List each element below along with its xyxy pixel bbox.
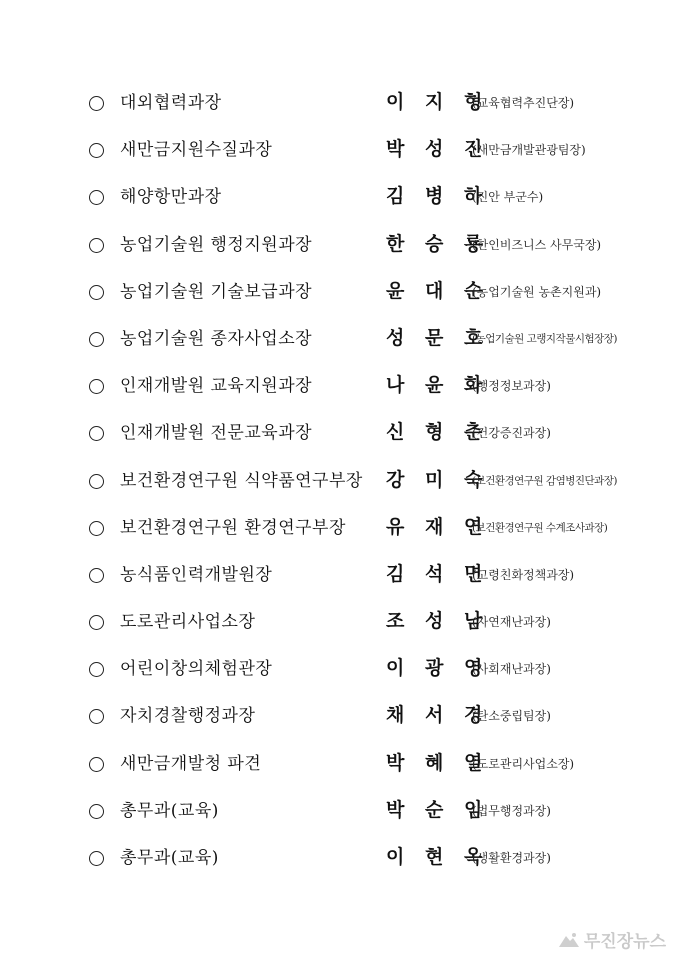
circle-bullet-icon bbox=[89, 96, 104, 111]
person-name: 유 재 연 bbox=[386, 515, 490, 538]
list-item bbox=[0, 696, 680, 743]
previous-position: (교육협력추진단장) bbox=[472, 96, 575, 110]
new-position: 보건환경연구원 환경연구부장 bbox=[120, 517, 346, 538]
circle-bullet-icon bbox=[89, 521, 104, 536]
list-item bbox=[0, 649, 680, 696]
circle-bullet-icon bbox=[89, 474, 104, 489]
person-name: 이 지 형 bbox=[386, 91, 490, 113]
new-position: 농업기술원 행정지원과장 bbox=[120, 234, 313, 255]
new-position: 총무과(교육) bbox=[120, 848, 219, 868]
previous-position: (건강증진과장) bbox=[472, 426, 551, 441]
list-item bbox=[0, 272, 680, 319]
previous-position: (보건환경연구원 수계조사과장) bbox=[472, 521, 608, 534]
circle-bullet-icon bbox=[89, 238, 104, 253]
list-item bbox=[0, 130, 680, 177]
mountain-logo-icon bbox=[558, 932, 580, 948]
list-item bbox=[0, 461, 680, 508]
person-name: 성 문 호 bbox=[386, 326, 490, 349]
watermark-text: 무진장뉴스 bbox=[583, 932, 666, 952]
previous-position: (새만금개발관광팀장) bbox=[472, 143, 586, 158]
new-position: 보건환경연구원 식약품연구부장 bbox=[120, 470, 363, 491]
new-position: 대외협력과장 bbox=[120, 93, 222, 113]
previous-position: (생활환경과장) bbox=[472, 851, 551, 865]
circle-bullet-icon bbox=[89, 143, 104, 158]
new-position: 해양항만과장 bbox=[120, 187, 222, 208]
circle-bullet-icon bbox=[89, 757, 104, 772]
person-name: 나 윤 화 bbox=[386, 374, 490, 397]
new-position: 농업기술원 종자사업소장 bbox=[120, 328, 313, 349]
person-name: 박 순 임 bbox=[386, 798, 490, 821]
new-position: 총무과(교육) bbox=[120, 800, 219, 821]
circle-bullet-icon bbox=[89, 709, 104, 724]
previous-position: (법무행정과장) bbox=[472, 803, 551, 818]
new-position: 인재개발원 전문교육과장 bbox=[120, 423, 313, 444]
circle-bullet-icon bbox=[89, 568, 104, 583]
list-item bbox=[0, 791, 680, 838]
list-item bbox=[0, 838, 680, 885]
list-item bbox=[0, 177, 680, 224]
previous-position: (진안 부군수) bbox=[472, 190, 544, 205]
person-name: 신 형 춘 bbox=[386, 421, 490, 444]
watermark bbox=[558, 927, 666, 952]
list-item bbox=[0, 319, 680, 366]
circle-bullet-icon bbox=[89, 615, 104, 630]
new-position: 어린이창의체험관장 bbox=[120, 659, 273, 680]
circle-bullet-icon bbox=[89, 851, 104, 866]
personnel-list bbox=[0, 83, 680, 885]
list-item bbox=[0, 83, 680, 130]
previous-position: (고령친화정책과장) bbox=[472, 567, 575, 582]
new-position: 새만금지원수질과장 bbox=[120, 140, 273, 161]
person-name: 채 서 경 bbox=[386, 704, 490, 727]
new-position: 새만금개발청 파견 bbox=[120, 753, 262, 774]
person-name: 박 혜 열 bbox=[386, 751, 490, 774]
circle-bullet-icon bbox=[89, 426, 104, 441]
new-position: 도로관리사업소장 bbox=[120, 612, 256, 633]
person-name: 강 미 숙 bbox=[386, 468, 490, 491]
previous-position: (행정정보과장) bbox=[472, 379, 551, 394]
circle-bullet-icon bbox=[89, 804, 104, 819]
previous-position: (보건환경연구원 감염병진단과장) bbox=[472, 474, 618, 487]
person-name: 한 승 룡 bbox=[386, 232, 490, 255]
previous-position: (사회재난과장) bbox=[472, 662, 551, 677]
person-name: 이 광 영 bbox=[386, 657, 490, 680]
circle-bullet-icon bbox=[89, 190, 104, 205]
new-position: 인재개발원 교육지원과장 bbox=[120, 376, 313, 397]
circle-bullet-icon bbox=[89, 332, 104, 347]
list-item bbox=[0, 602, 680, 649]
list-item bbox=[0, 413, 680, 460]
list-item bbox=[0, 225, 680, 272]
circle-bullet-icon bbox=[89, 379, 104, 394]
previous-position: (자연재난과장) bbox=[472, 615, 551, 630]
previous-position: (한인비즈니스 사무국장) bbox=[472, 237, 602, 252]
person-name: 조 성 남 bbox=[386, 610, 490, 633]
person-name: 김 석 면 bbox=[386, 562, 490, 585]
new-position: 농업기술원 기술보급과장 bbox=[120, 281, 313, 302]
new-position: 자치경찰행정과장 bbox=[120, 706, 256, 727]
list-item bbox=[0, 508, 680, 555]
person-name: 이 현 옥 bbox=[386, 846, 490, 868]
new-position: 농식품인력개발원장 bbox=[120, 564, 273, 585]
person-name: 김 병 하 bbox=[386, 185, 490, 208]
person-name: 박 성 진 bbox=[386, 138, 490, 161]
circle-bullet-icon bbox=[89, 285, 104, 300]
person-name: 윤 대 순 bbox=[386, 279, 490, 302]
list-item bbox=[0, 366, 680, 413]
previous-position: (도로관리사업소장) bbox=[472, 756, 575, 771]
list-item bbox=[0, 744, 680, 791]
previous-position: (농업기술원 고랭지작물시험장장) bbox=[472, 332, 618, 345]
circle-bullet-icon bbox=[89, 662, 104, 677]
previous-position: (탄소중립팀장) bbox=[472, 709, 551, 724]
list-item bbox=[0, 555, 680, 602]
previous-position: (농업기술원 농촌지원과) bbox=[472, 284, 602, 299]
